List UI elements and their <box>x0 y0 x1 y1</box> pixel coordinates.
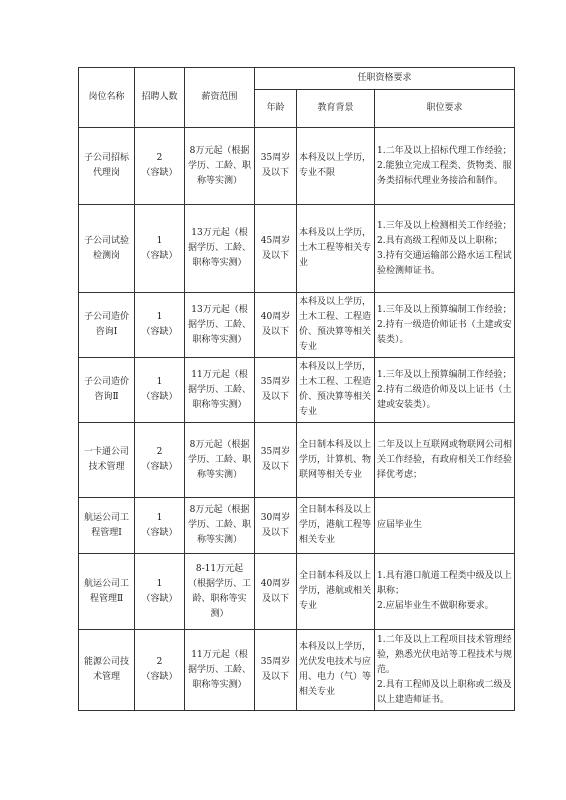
count-note: （容缺） <box>141 672 178 682</box>
cell-education: 全日制本科及以上学历，港航工程等相关专业 <box>297 498 375 554</box>
cell-count <box>135 293 185 358</box>
count-note: （容缺） <box>141 527 178 538</box>
count-value: 1 <box>156 312 163 322</box>
cell-position: 子公司招标代理岗 <box>79 128 135 205</box>
cell-education: 全日制本科及以上学历，港航或相关专业 <box>297 554 375 630</box>
header-age: 年龄 <box>255 90 297 128</box>
count-value: 1 <box>156 512 163 523</box>
requirement-item: 1.二年及以上工程项目技术管理经验，熟悉光伏电站等工程技术与规范。 <box>377 634 513 675</box>
header-count: 招聘人数 <box>135 68 185 128</box>
cell-age: 35周岁及以下 <box>255 423 297 498</box>
requirement-item: 二年及以上互联网或物联网公司相关工作经验，有政府相关工作经验择优考虑； <box>377 439 513 480</box>
count-note: （容缺） <box>141 462 178 472</box>
recruitment-table <box>78 67 515 711</box>
count-value: 2 <box>156 447 163 457</box>
requirement-item: 1.具有港口航道工程类中级及以上职称； <box>377 571 512 596</box>
cell-requirements <box>375 128 515 205</box>
cell-position: 一卡通公司技术管理 <box>79 423 135 498</box>
table-row <box>79 498 515 554</box>
cell-count <box>135 128 185 205</box>
requirement-item: 2.具有工程师及以上职称或二级及以上建造师证书。 <box>377 679 512 705</box>
requirement-item: 2.具有高级工程师及以上职称； <box>377 235 503 246</box>
cell-age: 35周岁及以下 <box>255 358 297 423</box>
header-education: 教育背景 <box>297 90 375 128</box>
cell-requirements <box>375 630 515 711</box>
cell-age: 30周岁及以下 <box>255 498 297 554</box>
cell-requirements <box>375 554 515 630</box>
table-row <box>79 128 515 205</box>
cell-count <box>135 358 185 423</box>
count-value: 1 <box>156 578 163 589</box>
header-position: 岗位名称 <box>79 68 135 128</box>
cell-salary: 11万元起（根据学历、工龄、职称等实测） <box>185 358 255 423</box>
cell-requirements <box>375 205 515 293</box>
cell-salary: 13万元起（根据学历、工龄、职称等实测） <box>185 293 255 358</box>
requirement-item: 1.三年及以上检测相关工作经验； <box>377 220 512 231</box>
requirement-item: 2.持有一级造价师证书（土建或安装类）。 <box>377 319 512 345</box>
table-body <box>79 128 515 711</box>
cell-salary: 8-11万元起（根据学历、工龄、职称等实测） <box>185 554 255 630</box>
cell-age: 35周岁及以下 <box>255 630 297 711</box>
cell-education: 本科及以上学历，土木工程、工程造价、预决算等相关专业 <box>297 358 375 423</box>
requirement-item: 2.能独立完成工程类、货物类、服务类招标代理业务接洽和制作。 <box>377 160 512 186</box>
cell-position: 子公司试验检测岗 <box>79 205 135 293</box>
cell-position: 子公司造价咨询Ⅰ <box>79 293 135 358</box>
cell-requirements <box>375 423 515 498</box>
cell-education: 本科及以上学历，专业不限 <box>297 128 375 205</box>
table-row <box>79 554 515 630</box>
header-salary: 薪资范围 <box>185 68 255 128</box>
cell-education: 本科及以上学历，光伏发电技术与应用、电力（气）等相关专业 <box>297 630 375 711</box>
cell-position: 子公司造价咨询Ⅱ <box>79 358 135 423</box>
cell-salary: 8万元起（根据学历、工龄、职称等实测） <box>185 128 255 205</box>
header-qualification-group: 任职资格要求 <box>255 68 515 90</box>
requirement-item: 3.持有交通运输部公路水运工程试验检测师证书。 <box>377 250 512 276</box>
table-row <box>79 630 515 711</box>
cell-position: 能源公司技术管理 <box>79 630 135 711</box>
cell-salary: 13万元起（根据学历、工龄、职称等实测） <box>185 205 255 293</box>
requirement-item: 2.应届毕业生不做职称要求。 <box>377 601 494 611</box>
cell-education: 本科及以上学历，土木工程等相关专业 <box>297 205 375 293</box>
requirement-item: 2.持有二级造价师及以上证书（土建或安装类）。 <box>377 384 512 410</box>
requirement-item: 应届毕业生 <box>377 520 423 530</box>
cell-salary: 11万元起（根据学历、工龄、职称等实测） <box>185 630 255 711</box>
table-row <box>79 358 515 423</box>
cell-age: 35周岁及以下 <box>255 128 297 205</box>
cell-age: 45周岁及以下 <box>255 205 297 293</box>
cell-salary: 8万元起（根据学历、工龄、职称等实测） <box>185 423 255 498</box>
cell-position: 航运公司工程管理Ⅱ <box>79 554 135 630</box>
header-requirements: 职位要求 <box>375 90 515 128</box>
count-note: （容缺） <box>141 593 178 604</box>
requirement-item: 1.三年及以上预算编制工作经验； <box>377 304 512 315</box>
cell-education: 本科及以上学历，土木工程、工程造价、预决算等相关专业 <box>297 293 375 358</box>
table-row <box>79 205 515 293</box>
cell-requirements <box>375 358 515 423</box>
cell-count <box>135 498 185 554</box>
count-note: （容缺） <box>141 392 178 402</box>
cell-requirements <box>375 293 515 358</box>
cell-count <box>135 630 185 711</box>
cell-position: 航运公司工程管理Ⅰ <box>79 498 135 554</box>
table-row <box>79 423 515 498</box>
count-value: 2 <box>156 657 163 667</box>
count-value: 1 <box>156 235 163 246</box>
cell-age: 40周岁及以下 <box>255 293 297 358</box>
requirement-item: 1.二年及以上招标代理工作经验； <box>377 145 512 156</box>
count-value: 1 <box>156 377 163 387</box>
count-value: 2 <box>156 153 163 163</box>
table-header <box>79 68 515 128</box>
cell-education: 全日制本科及以上学历，计算机、物联网等相关专业 <box>297 423 375 498</box>
cell-requirements <box>375 498 515 554</box>
table-row <box>79 293 515 358</box>
cell-count <box>135 423 185 498</box>
count-note: （容缺） <box>141 168 178 178</box>
count-note: （容缺） <box>141 327 178 337</box>
cell-count <box>135 205 185 293</box>
cell-age: 40周岁及以下 <box>255 554 297 630</box>
cell-count <box>135 554 185 630</box>
cell-salary: 8万元起（根据学历、工龄、职称等实测） <box>185 498 255 554</box>
requirement-item: 1.三年及以上预算编制工作经验； <box>377 369 512 380</box>
count-note: （容缺） <box>141 250 178 261</box>
